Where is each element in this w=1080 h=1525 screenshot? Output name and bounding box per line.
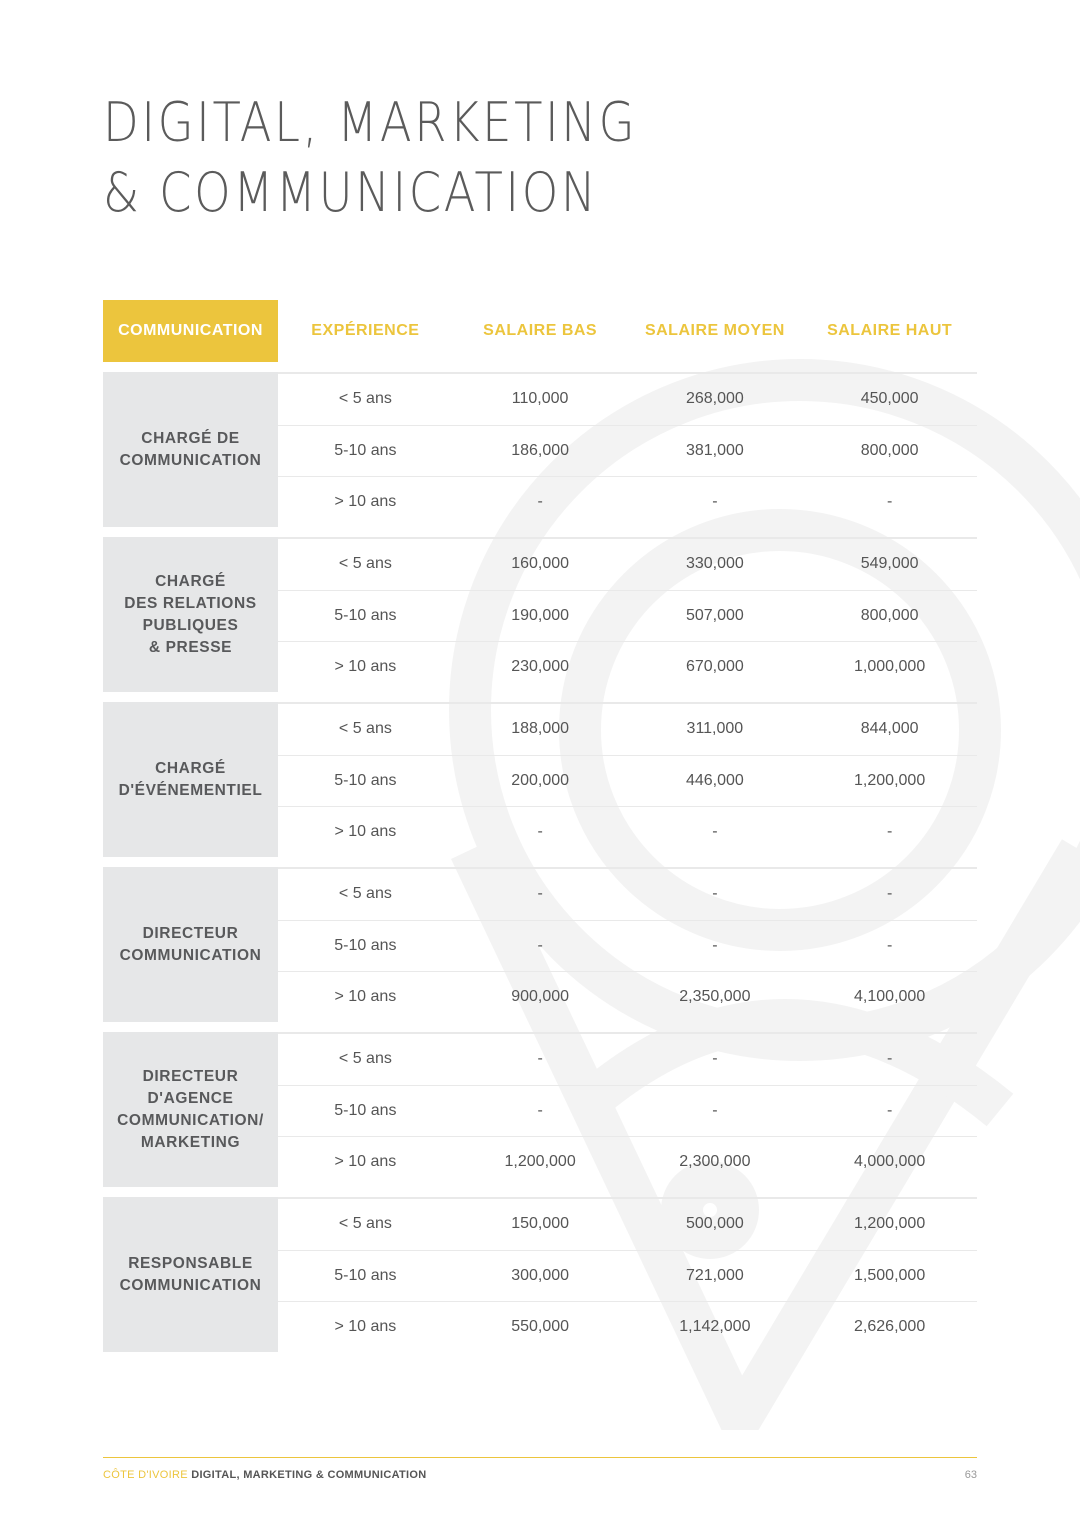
salaire-moyen-cell: - xyxy=(712,885,718,903)
table-row xyxy=(278,642,977,693)
footer-section: DIGITAL, MARKETING & COMMUNICATION xyxy=(191,1469,427,1481)
footer-country: CÔTE D'IVOIRE xyxy=(103,1469,188,1481)
job-group xyxy=(103,372,977,527)
salaire-moyen-cell: 670,000 xyxy=(685,658,744,676)
header-salaire-bas: SALAIRE BAS xyxy=(483,322,598,339)
salaire-moyen-cell: 381,000 xyxy=(685,441,744,459)
table-row xyxy=(278,1199,977,1251)
table-row xyxy=(278,704,977,756)
job-title: CHARGÉ DE COMMUNICATION xyxy=(103,372,278,527)
experience-cell: > 10 ans xyxy=(334,1318,397,1336)
salaire-moyen-cell: - xyxy=(712,1050,718,1068)
experience-cell: < 5 ans xyxy=(338,555,392,573)
salaire-bas-cell: 186,000 xyxy=(511,441,570,459)
salaire-haut-cell: 1,500,000 xyxy=(854,1266,926,1284)
salaire-bas-cell: 300,000 xyxy=(511,1266,570,1284)
header-salaire-moyen: SALAIRE MOYEN xyxy=(644,322,785,339)
page-number: 63 xyxy=(964,1469,977,1481)
experience-cell: 5-10 ans xyxy=(334,441,397,459)
salaire-bas-cell: 230,000 xyxy=(511,658,570,676)
job-title: DIRECTEUR COMMUNICATION xyxy=(103,867,278,1022)
table-row xyxy=(278,1137,977,1188)
table-row xyxy=(278,1302,977,1353)
table-row xyxy=(278,539,977,591)
salaire-moyen-cell: 500,000 xyxy=(685,1215,744,1233)
salaire-haut-cell: 4,100,000 xyxy=(854,988,926,1006)
salaire-bas-cell: 160,000 xyxy=(511,555,570,573)
salaire-bas-cell: 900,000 xyxy=(511,988,570,1006)
table-row xyxy=(278,591,977,643)
salaire-haut-cell: - xyxy=(886,1050,893,1068)
salaire-haut-cell: 2,626,000 xyxy=(854,1318,926,1336)
job-group xyxy=(103,1197,977,1352)
salaire-moyen-cell: 1,142,000 xyxy=(679,1318,751,1336)
salaire-bas-cell: - xyxy=(537,885,543,903)
salaire-moyen-cell: - xyxy=(712,823,718,841)
experience-cell: 5-10 ans xyxy=(334,1101,397,1119)
salaire-moyen-cell: - xyxy=(712,493,718,511)
salaire-bas-cell: - xyxy=(537,1101,543,1119)
header-communication: COMMUNICATION xyxy=(103,300,278,362)
experience-cell: < 5 ans xyxy=(338,390,392,408)
salaire-haut-cell: 800,000 xyxy=(860,606,919,624)
salaire-bas-cell: 550,000 xyxy=(511,1318,570,1336)
salaire-bas-cell: 1,200,000 xyxy=(504,1153,576,1171)
salaire-moyen-cell: 721,000 xyxy=(685,1266,744,1284)
salaire-haut-cell: 844,000 xyxy=(860,720,919,738)
header-experience: EXPÉRIENCE xyxy=(311,322,420,339)
salaire-haut-cell: 1,200,000 xyxy=(854,1215,926,1233)
salaire-bas-cell: - xyxy=(537,1050,543,1068)
job-group xyxy=(103,1032,977,1187)
job-group xyxy=(103,537,977,692)
footer-divider xyxy=(103,1457,977,1458)
salaire-haut-cell: 1,200,000 xyxy=(854,771,926,789)
salaire-haut-cell: - xyxy=(886,1101,893,1119)
experience-cell: 5-10 ans xyxy=(334,606,397,624)
job-title: DIRECTEUR D'AGENCE COMMUNICATION/ MARKETING xyxy=(103,1032,278,1187)
table-row xyxy=(278,426,977,478)
table-row xyxy=(278,921,977,973)
experience-cell: > 10 ans xyxy=(334,1153,397,1171)
salaire-bas-cell: 188,000 xyxy=(511,720,570,738)
table-row xyxy=(278,807,977,858)
salaire-haut-cell: 450,000 xyxy=(860,390,919,408)
table-row xyxy=(278,1086,977,1138)
table-row xyxy=(278,477,977,528)
experience-cell: > 10 ans xyxy=(334,658,397,676)
salaire-moyen-cell: 2,300,000 xyxy=(679,1153,751,1171)
salaire-moyen-cell: - xyxy=(712,936,718,954)
job-title: CHARGÉ DES RELATIONS PUBLIQUES & PRESSE xyxy=(103,537,278,692)
salaire-moyen-cell: 507,000 xyxy=(685,606,744,624)
job-group xyxy=(103,702,977,857)
experience-cell: 5-10 ans xyxy=(334,771,397,789)
salaire-moyen-cell: 330,000 xyxy=(685,555,744,573)
table-row xyxy=(278,972,977,1023)
page-title xyxy=(103,88,724,228)
salaire-bas-cell: 150,000 xyxy=(511,1215,570,1233)
experience-cell: < 5 ans xyxy=(338,885,392,903)
header-salaire-haut: SALAIRE HAUT xyxy=(827,322,953,339)
salaire-bas-cell: - xyxy=(537,936,543,954)
table-row xyxy=(278,756,977,808)
salaire-haut-cell: 4,000,000 xyxy=(854,1153,926,1171)
job-group xyxy=(103,867,977,1022)
salaire-moyen-cell: 2,350,000 xyxy=(679,988,751,1006)
salaire-bas-cell: 110,000 xyxy=(511,390,569,408)
experience-cell: < 5 ans xyxy=(338,1215,392,1233)
experience-cell: 5-10 ans xyxy=(334,1266,397,1284)
experience-cell: < 5 ans xyxy=(338,1050,392,1068)
salaire-haut-cell: 549,000 xyxy=(860,555,919,573)
experience-cell: < 5 ans xyxy=(338,720,392,738)
table-row xyxy=(278,374,977,426)
page-title-line1: DIGITAL, MARKETING xyxy=(103,91,638,154)
experience-cell: > 10 ans xyxy=(334,493,397,511)
salaire-haut-cell: - xyxy=(886,885,893,903)
experience-cell: > 10 ans xyxy=(334,988,397,1006)
salaire-haut-cell: - xyxy=(886,823,893,841)
salaire-moyen-cell: 268,000 xyxy=(685,390,744,408)
table-row xyxy=(278,1251,977,1303)
experience-cell: 5-10 ans xyxy=(334,936,397,954)
salaire-bas-cell: 200,000 xyxy=(511,771,570,789)
salaire-haut-cell: - xyxy=(886,936,893,954)
salaire-bas-cell: 190,000 xyxy=(511,606,570,624)
salaire-haut-cell: 800,000 xyxy=(860,441,919,459)
table-row xyxy=(278,869,977,921)
job-title: CHARGÉ D'ÉVÉNEMENTIEL xyxy=(103,702,278,857)
salaire-moyen-cell: - xyxy=(712,1101,718,1119)
table-header-row xyxy=(103,300,977,362)
footer xyxy=(103,1469,426,1481)
page-title-line2: & COMMUNICATION xyxy=(103,161,599,224)
salaire-bas-cell: - xyxy=(537,493,543,511)
table-row xyxy=(278,1034,977,1086)
job-title: RESPONSABLE COMMUNICATION xyxy=(103,1197,278,1352)
salaire-haut-cell: 1,000,000 xyxy=(854,658,926,676)
experience-cell: > 10 ans xyxy=(334,823,397,841)
salaire-moyen-cell: 446,000 xyxy=(685,771,744,789)
salary-table xyxy=(103,300,977,1352)
salaire-haut-cell: - xyxy=(886,493,893,511)
salaire-bas-cell: - xyxy=(537,823,543,841)
salaire-moyen-cell: 311,000 xyxy=(686,720,744,738)
